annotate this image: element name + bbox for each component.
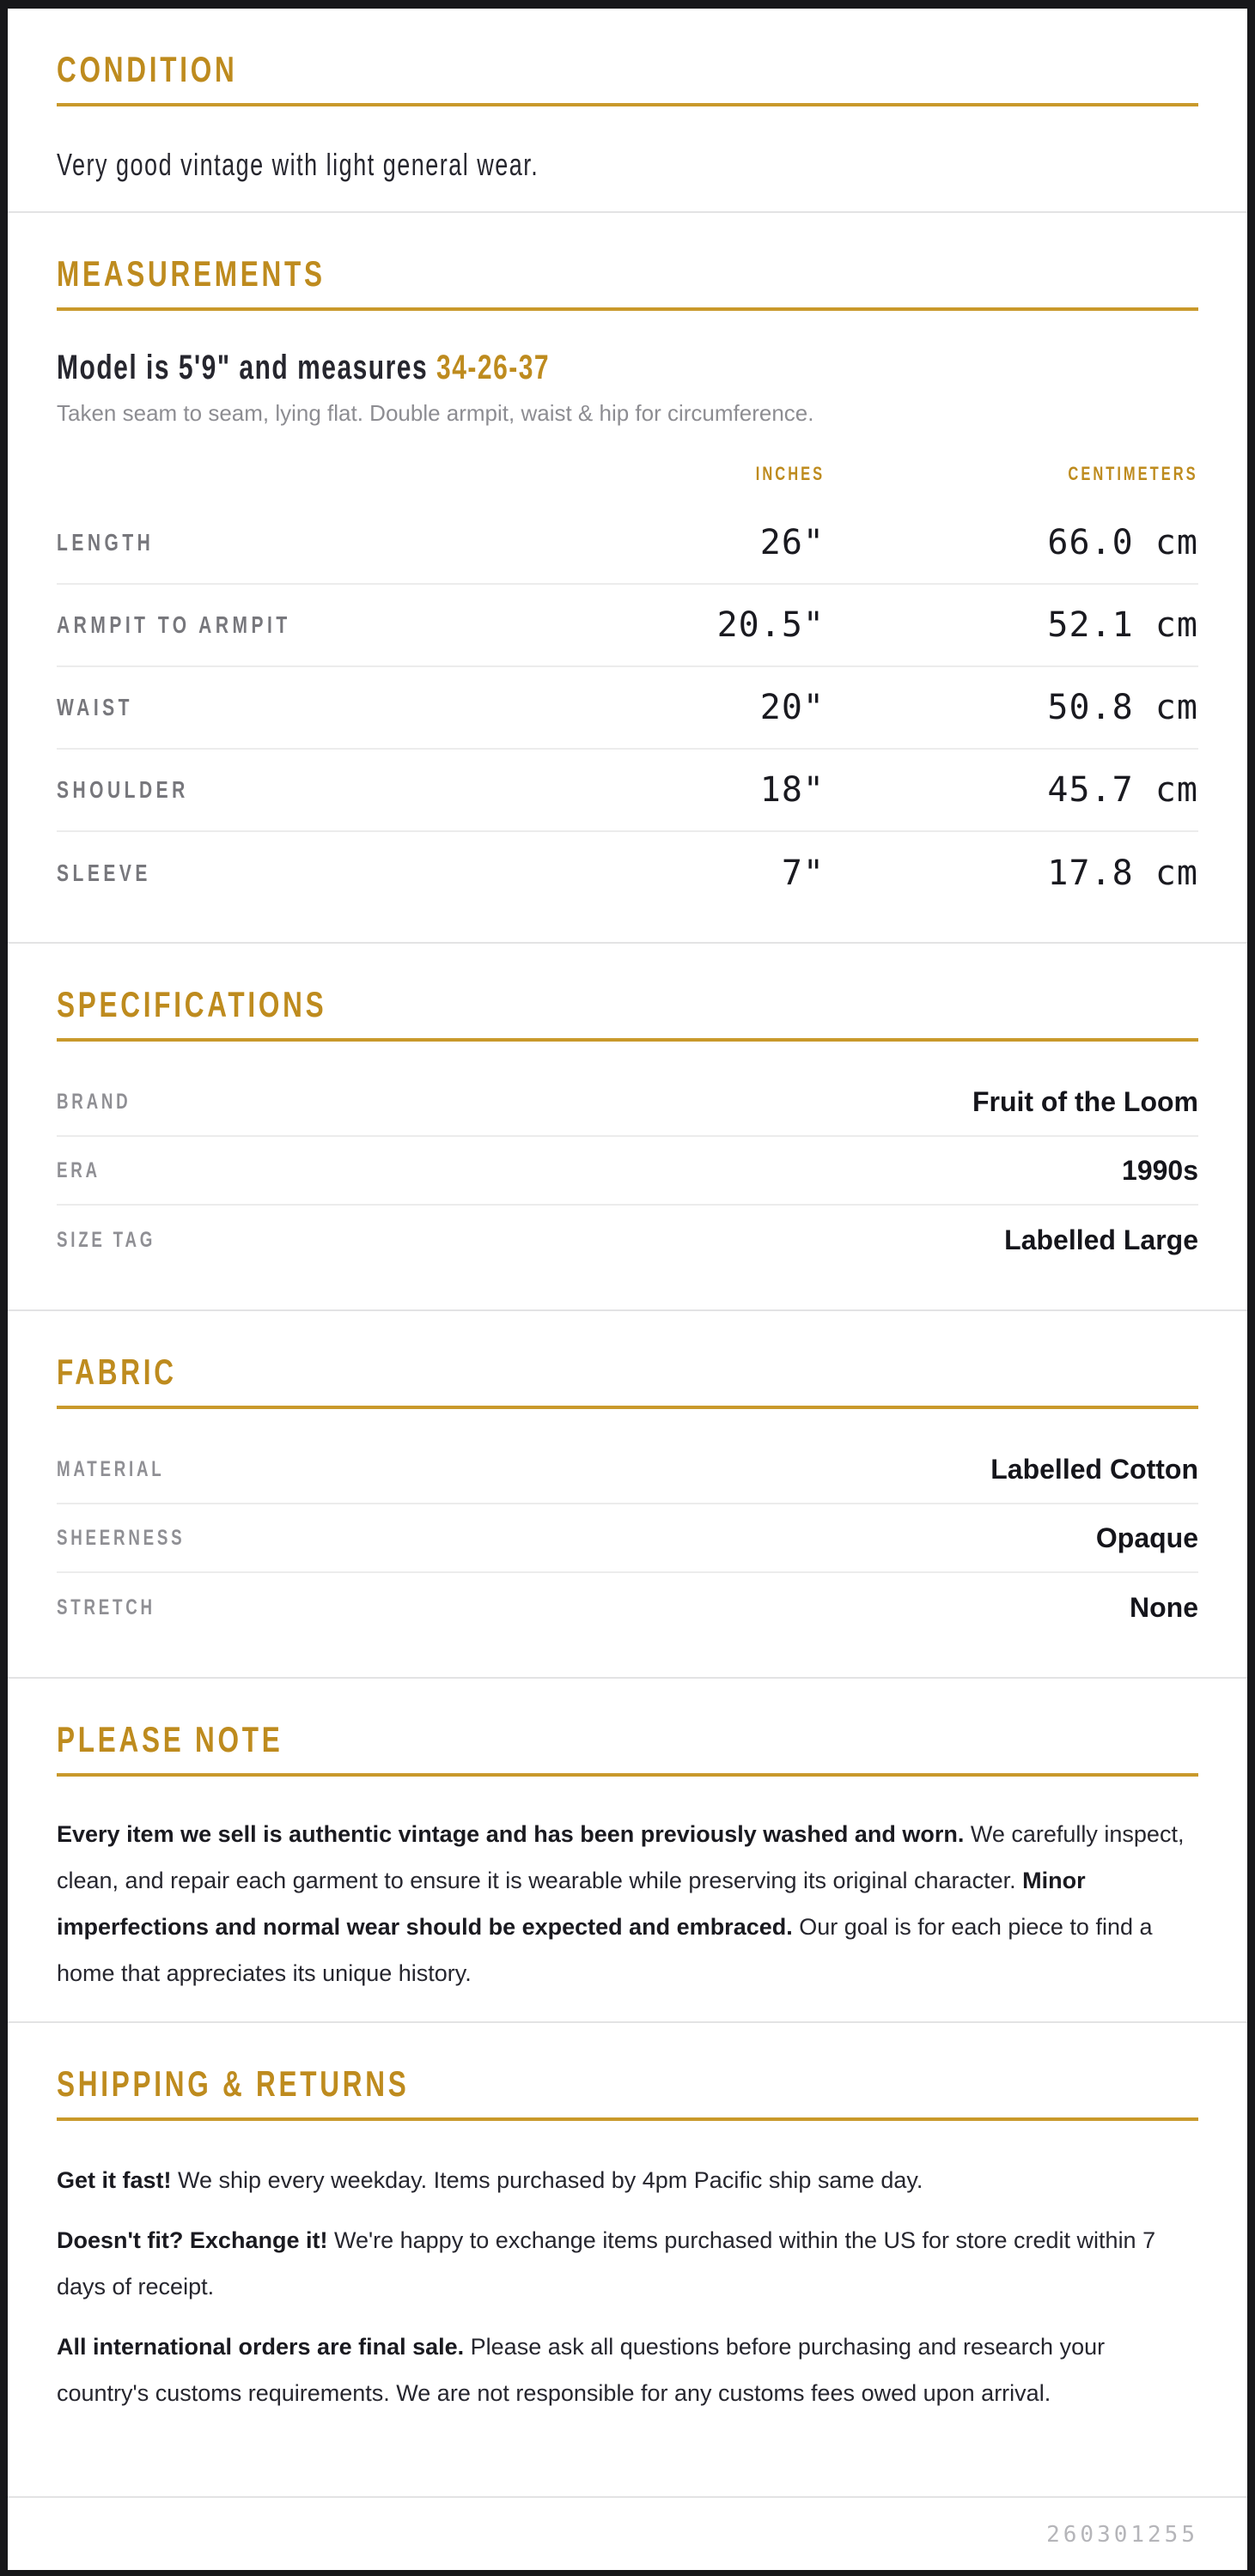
spec-label: BRAND — [57, 1090, 131, 1114]
shipping-returns-section — [8, 2023, 1247, 2498]
table-row — [57, 585, 1198, 667]
measurements-title: MEASUREMENTS — [57, 253, 326, 294]
measurement-label: SHOULDER — [57, 776, 189, 803]
fabric-value: Opaque — [1095, 1522, 1198, 1553]
table-row — [57, 1206, 1198, 1274]
shipping-returns-title: SHIPPING & RETURNS — [57, 2063, 410, 2104]
bold-text: Doesn't fit? Exchange it! — [57, 2227, 328, 2253]
body-text: We carefully inspect, clean, and repair each garment to ensure it is wearable while preserving its original character. — [57, 1821, 1185, 1893]
shipping-paragraph — [57, 2157, 1198, 2203]
international-paragraph — [57, 2324, 1198, 2416]
condition-text: Very good vintage with light general wear. — [57, 147, 539, 182]
measurement-cm: 50.8 cm — [1047, 688, 1198, 727]
measurement-table — [57, 502, 1198, 914]
specifications-title: SPECIFICATIONS — [57, 984, 327, 1024]
measurement-label: WAIST — [57, 694, 134, 720]
fabric-section — [8, 1311, 1247, 1679]
measurement-inches: 26" — [759, 523, 825, 562]
fabric-label: MATERIAL — [57, 1457, 165, 1481]
gold-rule — [57, 1038, 1198, 1042]
spec-value: 1990s — [1122, 1155, 1198, 1186]
fabric-value: None — [1130, 1592, 1198, 1623]
measurement-inches: 7" — [781, 854, 825, 893]
shipping-returns-text — [57, 2157, 1198, 2416]
table-row — [57, 832, 1198, 914]
model-info-line — [57, 347, 913, 388]
measurement-inches: 18" — [759, 770, 825, 810]
condition-title: CONDITION — [57, 49, 238, 89]
measurement-cm: 45.7 cm — [1047, 770, 1198, 810]
model-stats: 34-26-37 — [436, 349, 551, 386]
centimeters-column-header: CENTIMETERS — [1068, 463, 1198, 484]
measurement-cm: 66.0 cm — [1047, 523, 1198, 562]
measurement-label: ARMPIT TO ARMPIT — [57, 611, 291, 638]
fabric-label: SHEERNESS — [57, 1526, 186, 1550]
fabric-value: Labelled Cotton — [990, 1454, 1198, 1485]
measurement-cm: 17.8 cm — [1047, 854, 1198, 893]
spec-label: ERA — [57, 1158, 101, 1182]
body-text: Our goal is for each piece to find a home that appreciates its unique history. — [57, 1914, 1153, 1986]
measurements-section — [8, 213, 1247, 944]
measurement-cm: 52.1 cm — [1047, 605, 1198, 645]
inches-column-header: INCHES — [755, 463, 825, 484]
body-text: We're happy to exchange items purchased within the US for store credit within 7 days of receipt. — [57, 2227, 1156, 2300]
fabric-label: STRETCH — [57, 1595, 155, 1619]
gold-rule — [57, 1773, 1198, 1777]
bold-text: Get it fast! — [57, 2167, 172, 2193]
table-row — [57, 1573, 1198, 1642]
measurement-table-header — [57, 464, 1198, 484]
please-note-section — [8, 1679, 1247, 2023]
fabric-table — [57, 1436, 1198, 1642]
table-row — [57, 502, 1198, 585]
measurement-inches: 20.5" — [716, 605, 825, 645]
please-note-paragraph — [57, 1811, 1198, 1996]
measurement-label: SLEEVE — [57, 860, 151, 886]
table-row — [57, 1068, 1198, 1137]
model-info-text: Model is 5'9" and measures — [57, 349, 437, 386]
item-number: 260301255 — [1046, 2522, 1198, 2548]
table-row — [57, 750, 1198, 832]
bold-text: Every item we sell is authentic vintage and has been previously washed and worn. — [57, 1821, 965, 1847]
gold-rule — [57, 2117, 1198, 2121]
spec-value: Fruit of the Loom — [972, 1086, 1198, 1117]
table-row — [57, 1137, 1198, 1206]
spec-value: Labelled Large — [1004, 1224, 1198, 1255]
table-row — [57, 667, 1198, 750]
body-text: Please ask all questions before purchasing and research your country's customs requirements. We are not responsible for any customs fees owed upon arrival. — [57, 2334, 1106, 2406]
table-row — [57, 1504, 1198, 1573]
measurement-method-note: Taken seam to seam, lying flat. Double armpit, waist & hip for circumference. — [57, 400, 814, 426]
gold-rule — [57, 103, 1198, 106]
specifications-table — [57, 1068, 1198, 1274]
bold-text: Minor imperfections and normal wear should be expected and embraced. — [57, 1868, 1086, 1940]
product-details-card — [8, 9, 1247, 2570]
gold-rule — [57, 307, 1198, 311]
specifications-section — [8, 944, 1247, 1311]
body-text: We ship every weekday. Items purchased by 4pm Pacific ship same day. — [171, 2167, 923, 2193]
footer — [8, 2498, 1247, 2570]
exchange-paragraph — [57, 2217, 1198, 2310]
fabric-title: FABRIC — [57, 1352, 177, 1392]
table-row — [57, 1436, 1198, 1504]
measurement-label: LENGTH — [57, 529, 155, 556]
gold-rule — [57, 1406, 1198, 1409]
bold-text: All international orders are final sale. — [57, 2334, 465, 2360]
please-note-title: PLEASE NOTE — [57, 1719, 283, 1759]
please-note-text — [57, 1811, 1198, 1996]
condition-section — [8, 9, 1247, 213]
measurement-inches: 20" — [759, 688, 825, 727]
spec-label: SIZE TAG — [57, 1228, 156, 1252]
